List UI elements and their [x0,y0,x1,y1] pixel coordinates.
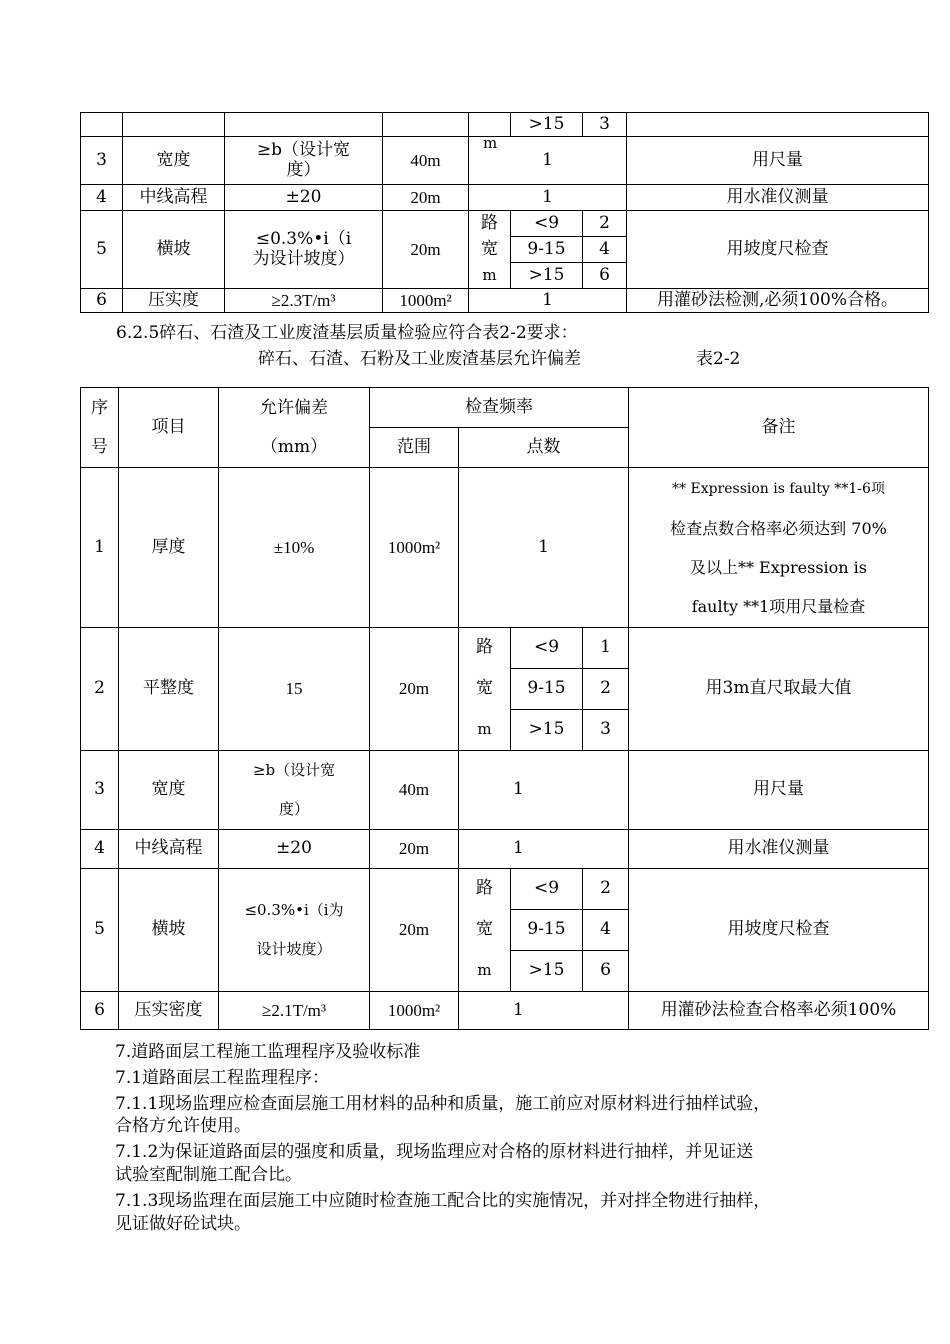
points-cell: 1 [469,185,627,211]
row-number: 3 [81,751,119,830]
table-row [81,137,929,185]
note-cell: 用灌砂法检查合格率必须100% [629,992,929,1030]
range-cell: >15 [511,263,583,289]
tolerance-cell: 15 [219,628,370,751]
row-number: 5 [81,211,123,289]
table-row [81,468,929,628]
item-cell: 中线高程 [123,185,225,211]
row-number: 5 [81,869,119,992]
section-heading: 6.2.5碎石、石渣及工业废渣基层质量检验应符合表2-2要求： [116,323,578,343]
paragraph-line: 7.1.3现场监理在面层施工中应随时检查施工配合比的实施情况，并对拌全物进行抽样， [115,1191,771,1211]
header-no: 序 号 [81,388,119,468]
range-cell: <9 [511,869,583,910]
points-cell: 1 [583,628,629,669]
tolerance-cell: ≤0.3%•i（i 为设计坡度） [225,211,383,289]
scope-cell: 1000m² [383,289,469,313]
paragraph-line: 合格方允许使用。 [115,1116,251,1136]
range-cell: <9 [511,628,583,669]
range-cell: 9-15 [511,910,583,951]
row-number: 6 [81,289,123,313]
table-2 [80,387,929,1030]
row-number: 4 [81,185,123,211]
table-number: 表2-2 [696,349,741,369]
tolerance-cell: ≥b（设计宽 度） [219,751,370,830]
width-label: 路 [469,211,511,237]
width-label: m [469,263,511,289]
table-row [81,830,929,869]
table-row [81,185,929,211]
item-cell: 中线高程 [119,830,219,869]
header-points: 点数 [459,428,629,468]
note-cell: 用水准仪测量 [627,185,929,211]
paragraph-line: 试验室配制施工配合比。 [115,1165,302,1185]
item-cell: 宽度 [123,137,225,185]
item-cell: 压实密度 [119,992,219,1030]
item-cell: 厚度 [119,468,219,628]
width-label: 宽 [459,910,511,951]
points-cell: 2 [583,869,629,910]
range-cell: >15 [511,951,583,992]
width-label: 路 [459,869,511,910]
tolerance-cell: ±10% [219,468,370,628]
table-row [81,628,929,669]
points-cell: 3 [583,710,629,751]
range-cell: >15 [511,710,583,751]
header-scope: 范围 [370,428,459,468]
points-cell: 1 [469,289,627,313]
tolerance-cell: ≥2.3T/m³ [225,289,383,313]
range-cell: <9 [511,211,583,237]
tolerance-cell: ≥b（设计宽 度） [225,137,383,185]
note-cell: 用灌砂法检测,必须100%合格。 [627,289,929,313]
width-label: 路 [459,628,511,669]
table-row [81,992,929,1030]
scope-cell: 20m [383,211,469,289]
width-label: 宽 [469,237,511,263]
row-number: 1 [81,468,119,628]
points-cell: 6 [583,951,629,992]
table-row [81,113,929,137]
scope-cell: 20m [370,869,459,992]
paragraph-line: 7.1.1现场监理应检查面层施工用材料的品种和质量，施工前应对原材料进行抽样试验， [115,1094,771,1114]
table-row [81,289,929,313]
row-number: 4 [81,830,119,869]
item-cell: 平整度 [119,628,219,751]
item-cell: 压实度 [123,289,225,313]
row-number: 3 [81,137,123,185]
tolerance-cell: ±20 [225,185,383,211]
header-tolerance: 允许偏差 （mm） [219,388,370,468]
note-cell: 用水准仪测量 [629,830,929,869]
tolerance-cell: ≤0.3%•i（i为 设计坡度） [219,869,370,992]
points-cell: 1 [459,468,629,628]
scope-cell: 1000m² [370,992,459,1030]
item-cell: 横坡 [119,869,219,992]
table-row [81,211,929,237]
scope-cell: 20m [370,628,459,751]
scope-cell: 20m [370,830,459,869]
paragraph-line: 7.1.2为保证道路面层的强度和质量，现场监理应对合格的原材料进行抽样，并见证送 [115,1142,754,1162]
points-cell: 2 [583,669,629,710]
range-cell: 9-15 [511,237,583,263]
width-label: 宽 [459,669,511,710]
subsection-heading: 7.1道路面层工程监理程序： [115,1068,330,1088]
paragraph-line: 见证做好砼试块。 [115,1214,251,1234]
table-row [81,869,929,910]
points-cell: 4 [583,910,629,951]
item-cell: 宽度 [119,751,219,830]
tolerance-cell: ±20 [219,830,370,869]
table-caption: 碎石、石渣、石粉及工业废渣基层允许偏差 [258,349,581,369]
width-label: m [459,710,511,751]
note-cell: 用尺量 [629,751,929,830]
row-number: 6 [81,992,119,1030]
section-heading: 7.道路面层工程施工监理程序及验收标准 [115,1042,421,1062]
points-cell: 1 [459,992,629,1030]
scope-cell: 20m [383,185,469,211]
table-header-row [81,388,929,428]
scope-cell: 40m [370,751,459,830]
range-cell: >15 [511,113,583,137]
note-cell: 用3m直尺取最大值 [629,628,929,751]
points-cell: 2 [583,211,627,237]
header-note: 备注 [629,388,929,468]
range-cell: 9-15 [511,669,583,710]
unit-label: m [483,136,498,152]
points-cell: 1 [459,751,629,830]
item-cell: 横坡 [123,211,225,289]
note-cell: 用坡度尺检查 [629,869,929,992]
note-cell: 用尺量 [627,137,929,185]
row-number: 2 [81,628,119,751]
scope-cell: 40m [383,137,469,185]
note-cell: ** Expression is faulty **1-6项 检查点数合格率必须达到 70% 及以上** Expression is faulty **1项用尺量检查 [629,468,929,628]
header-item: 项目 [119,388,219,468]
tolerance-cell: ≥2.1T/m³ [219,992,370,1030]
points-cell: 3 [583,113,627,137]
width-label: m [459,951,511,992]
points-cell: 1 [459,830,629,869]
points-cell: 4 [583,237,627,263]
points-cell: 6 [583,263,627,289]
scope-cell: 1000m² [370,468,459,628]
header-frequency: 检查频率 [370,388,629,428]
note-cell: 用坡度尺检查 [627,211,929,289]
table-row [81,751,929,830]
table-1 [80,112,929,313]
points-cell: m 1 [469,137,627,185]
